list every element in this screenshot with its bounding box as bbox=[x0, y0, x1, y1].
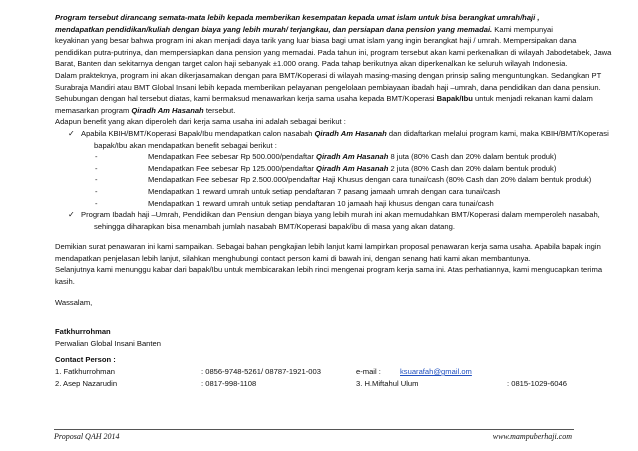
intro-line-8-bold: Bapak/Ibu bbox=[436, 94, 473, 104]
salutation: Wassalam, bbox=[55, 297, 93, 307]
intro-line-7: Surabraja Mandiri atau BMT Global Insani lebih kepada memberikan pelayanan pengelolaan pembiayaan ibadah haji –umrah, dana pendidikan dan dana pensiun. bbox=[55, 82, 601, 92]
intro-line-9 bbox=[55, 105, 630, 117]
benefit-sub-item bbox=[55, 186, 630, 198]
closing-line-4: kasih. bbox=[55, 277, 75, 287]
intro-line-5: Barat, Banten dan sekitarnya dengan target calon haji sebanyak ±1.000 orang. Pada tahap berikutnya akan diperkenalkan ke seluruh wilayah Indonesia. bbox=[55, 59, 568, 69]
signer-name: Fatkhurrohman bbox=[55, 327, 111, 337]
footer-divider bbox=[54, 429, 574, 430]
benefit-check-1-c: dan didaftarkan melalui program kami, maka KBIH/BMT/Koperasi bbox=[386, 128, 609, 138]
contact-email-label: e-mail : bbox=[356, 367, 381, 377]
benefit-check-1-a: Apabila KBIH/BMT/Koperasi Bapak/Ibu mendapatkan calon nasabah bbox=[81, 128, 315, 138]
closing-line-1: Demikian surat penawaran ini kami sampaikan. Sebagai bahan pengkajian lebih lanjut kami lampirkan proposal penawaran kerja sama usaha. Apabila bapak ingin bbox=[55, 242, 601, 252]
dash-bullet: - bbox=[95, 163, 98, 173]
intro-line-2 bbox=[55, 24, 630, 36]
contact-row bbox=[55, 366, 630, 378]
contact-name: 1. Fatkhurrohman bbox=[55, 367, 115, 377]
footer-right-text: www.mampuberhaji.com bbox=[492, 432, 572, 441]
intro-line-8-a: Sehubungan dengan hal tersebut diatas, kami bermaksud menawarkan kerja sama usaha kepada BMT/Koperasi bbox=[55, 94, 437, 104]
closing-line-2: mendapatkan penjelasan lebih lanjut, silahkan menghubungi contact person kami di bawah ini, dengan senang hati kami akan membantunya. bbox=[55, 253, 531, 263]
intro-line-8 bbox=[55, 93, 630, 105]
contact-email-link[interactable]: ksuarafah@gmail.om bbox=[400, 367, 472, 377]
contact-name: 2. Asep Nazarudin bbox=[55, 378, 118, 388]
intro-line-9-bold: Qiradh Am Hasanah bbox=[131, 105, 204, 115]
contact-third-phone: : 0815-1029-6046 bbox=[507, 378, 567, 388]
intro-line-8-c: untuk menjadi rekanan kami dalam bbox=[472, 94, 593, 104]
checkmark-icon: ✓ bbox=[68, 128, 75, 138]
benefit-sub-item-text: Mendapatkan Fee sebesar Rp 125.000/pendaftar bbox=[148, 163, 317, 173]
contact-phone: : 0817-998-1108 bbox=[201, 378, 257, 388]
intro-line-9-a: memasarkan program bbox=[55, 105, 132, 115]
benefit-check-1-bold: Qiradh Am Hasanah bbox=[314, 128, 387, 138]
intro-line-1: Program tersebut dirancang semata-mata lebih kepada memberikan kesempatan kepada umat islam untuk bisa berangkat umrah/haji , bbox=[55, 13, 540, 22]
contact-phone: : 0856-9748-5261/ 08787-1921-003 bbox=[201, 367, 321, 377]
checkmark-icon: ✓ bbox=[68, 210, 75, 220]
benefit-sub-item bbox=[55, 151, 630, 163]
footer-left-text: Proposal QAH 2014 bbox=[54, 432, 120, 441]
benefit-sub-item-text: Mendapatkan 1 reward umrah untuk setiap pendaftaran 7 pasang jamaah umrah dengan cara tunai/cash bbox=[148, 186, 501, 196]
intro-line-2-bold: mendapatkan pendidikan/kuliah dengan biaya yang lebih murah/ terjangkau, dan persiapan dana pension yang memadai. bbox=[55, 24, 493, 34]
spacer bbox=[55, 317, 630, 326]
contact-heading: Contact Person : bbox=[55, 355, 116, 365]
intro-line-3: keyakinan yang besar bahwa program ini akan menjadi daya tarik yang luar biasa bagi umat islam yang ingin berangkat haji / umrah. Mempersipakan dana bbox=[55, 36, 577, 46]
dash-bullet: - bbox=[95, 175, 98, 185]
intro-line-2-rest: Kami mempunyai bbox=[492, 24, 553, 34]
intro-line-10: Adapun benefit yang akan diperoleh dari kerja sama usaha ini adalah sebagai berikut : bbox=[55, 117, 346, 127]
intro-line-6: Dalam prakteknya, program ini akan dikerjasamakan dengan para BMT/Koperasi di wilayah masing-masing dengan prinsip saling menguntungkan. Sedangkan PT bbox=[55, 70, 602, 80]
spacer bbox=[55, 232, 630, 241]
benefit-sub-item bbox=[55, 174, 630, 186]
intro-line-9-c: tersebut. bbox=[203, 105, 236, 115]
benefit-check-1-text bbox=[81, 129, 609, 138]
benefit-sub-item-rest: 8 juta (80% Cash dan 20% dalam bentuk produk) bbox=[388, 152, 557, 162]
benefit-sub-item bbox=[55, 163, 630, 175]
benefit-check-2-text: Program Ibadah haji –Umrah, Pendidikan dan Pensiun dengan biaya yang lebih murah ini akan memudahkan BMT/Koperasi dalam memperoleh nasabah, bbox=[81, 210, 600, 220]
contact-third-name: 3. H.Miftahul Ulum bbox=[356, 378, 419, 388]
benefit-sub-item-text: Mendapatkan Fee sebesar Rp 500.000/pendaftar bbox=[148, 152, 317, 162]
benefit-sub-item-rest: 2 juta (80% Cash dan 20% dalam bentuk produk) bbox=[388, 163, 557, 173]
benefit-sub-item-text: Mendapatkan Fee sebesar Rp 2.500.000/pendaftar Haji Khusus dengan cara tunai/cash (80% Cash dan 20% dalam bentuk produk) bbox=[148, 175, 592, 185]
benefit-check-2-line-2: sehingga diharapkan bisa menambah jumlah nasabah BMT/Koperasi bapak/ibu di masa yang akan datang. bbox=[94, 221, 455, 231]
contact-row bbox=[55, 378, 630, 390]
spacer bbox=[55, 308, 630, 317]
intro-line-4: pendidikan putra-putrinya, dan mempersiapkan dana pension yang memadai. Pada tahun ini, program tersebut akan kami perkenalkan di wilayah Jabodetabek, Jawa bbox=[55, 47, 612, 57]
benefit-check-1 bbox=[55, 128, 630, 140]
signer-org: Perwalian Global Insani Banten bbox=[55, 338, 161, 348]
spacer bbox=[55, 288, 630, 297]
benefit-check-2 bbox=[55, 209, 630, 221]
benefit-sub-item-bold: Qiradh Am Hasanah bbox=[316, 163, 389, 173]
benefit-sub-item-bold: Qiradh Am Hasanah bbox=[316, 152, 389, 162]
dash-bullet: - bbox=[95, 198, 98, 208]
letter-body bbox=[55, 12, 630, 389]
benefit-sub-item-text: Mendapatkan 1 reward umrah untuk setiap pendaftaran 10 jamaah haji khusus dengan cara tunai/cash bbox=[148, 198, 494, 208]
dash-bullet: - bbox=[95, 152, 98, 162]
benefit-check-1-line-2: bapak/Ibu akan mendapatkan benefit sebagai berikut : bbox=[94, 140, 277, 150]
benefit-sub-item bbox=[55, 198, 630, 210]
closing-line-3: Selanjutnya kami menunggu kabar dari bapak/Ibu untuk membicarakan lebih rinci mengenai program kerja sama ini. Atas perhatiannya, kami mengucapkan terima bbox=[55, 265, 603, 275]
dash-bullet: - bbox=[95, 186, 98, 196]
